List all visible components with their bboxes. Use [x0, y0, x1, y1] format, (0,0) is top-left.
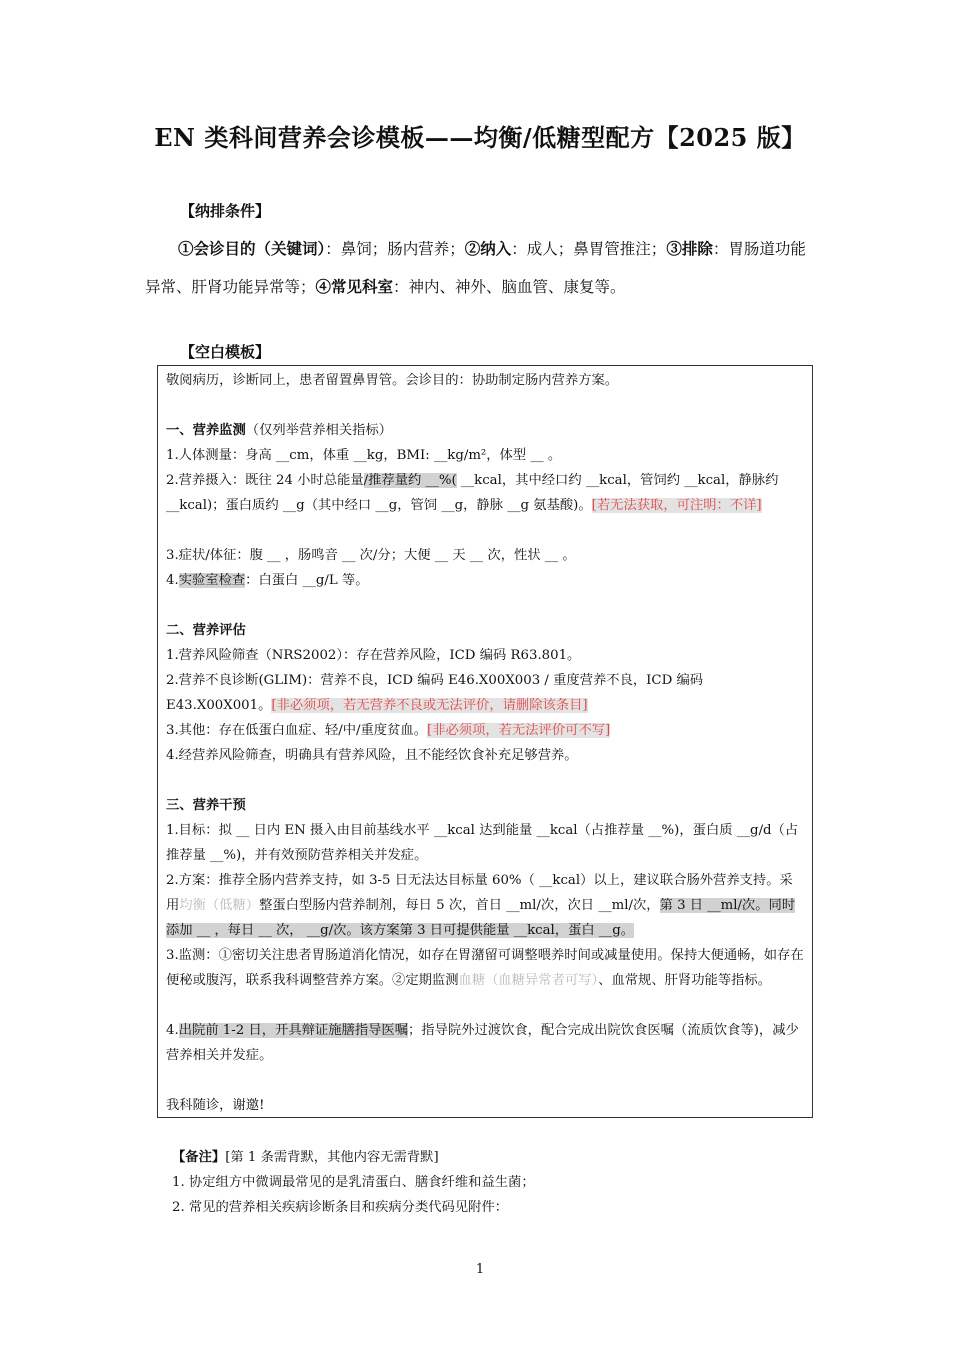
s3-line-3a: 3.监测：①密切关注患者胃肠道消化情况，如存在胃潴留可调整喂养时间或减量使用。保持大便通畅，如存在便秘或腹泻，联系我科调整营养方案。②定期监测 — [166, 948, 804, 988]
criteria-heading: 【纳排条件】 — [180, 202, 271, 220]
s2-line-3-text: 3.其他：存在低蛋白血症、轻/中/重度贫血。 — [166, 723, 427, 738]
s3-line-3b: 血糖（血糖异常者可写） — [458, 973, 599, 988]
s1-line-2c: __kcal，其中经口约 __kcal，管饲约 __kcal，静脉约 __kcal)；蛋白质约 __g（其中经口 __g，管饲 __g，静脉 __g 氨基酸)。 — [166, 473, 779, 513]
notes-text: [第 1 条需背默，其他内容无需背默] — [225, 1150, 439, 1165]
s1-line-2 — [166, 468, 806, 518]
s1-line-3: 3.症状/体征：腹 __ ，肠鸣音 __ 次/分；大便 __ 天 __ 次，性状 __ 。 — [166, 548, 576, 563]
section-1 — [166, 418, 806, 443]
template-intro: 敬阅病历，诊断同上，患者留置鼻胃管。会诊目的：协助制定肠内营养方案。 — [166, 373, 619, 388]
s1-line-1: 1.人体测量：身高 __cm，体重 __kg，BMI: __kg/m²，体型 __ 。 — [166, 448, 562, 463]
criteria-dept-label: ④常见科室 — [315, 277, 394, 296]
notes-label: 【备注】 — [172, 1150, 226, 1165]
criteria-exclude-label: ③排除 — [666, 239, 713, 258]
s3-line-4c: ；指导院外过渡饮食，配合完成出院饮食医嘱（流质饮食等)，减少营养相关并发症。 — [166, 1023, 799, 1063]
s2-line-4: 4.经营养风险筛查，明确具有营养风险，且不能经饮食补充足够营养。 — [166, 748, 578, 763]
s1-line-2-note: [若无法获取，可注明：不详] — [591, 498, 762, 513]
s3-line-4b: 出院前 1-2 日，开具辩证施膳指导医嘱 — [178, 1023, 409, 1038]
s3-line-2d: 第 3 日 __ml/次。同时添加 __ ，每日 __ 次， __g/次。该方案第 3 日可提供能量 __kcal，蛋白 __g。 — [166, 898, 796, 938]
s3-line-2a: 2.方案：推荐全肠内营养支持，如 3-5 日无法达目标量 60%（ __kcal）以上，建议联合肠外营养支持。采用 — [166, 873, 793, 913]
criteria-exclude-text: ：胃肠道功能异常、肝肾功能异常等； — [145, 240, 806, 296]
section-2-title: 二、营养评估 — [166, 623, 246, 638]
s3-line-2b: 均衡（低糖） — [179, 898, 260, 913]
s2-line-3 — [166, 718, 806, 743]
s1-line-4b: 实验室检查 — [178, 573, 246, 588]
section-1-title: 一、营养监测 — [166, 423, 246, 438]
section-1-note: （仅列举营养相关指标） — [245, 423, 393, 438]
s2-line-2-note: [非必须项，若无营养不良或无法评价，请删除该条目] — [271, 698, 588, 713]
page-title: EN 类科间营养会诊模板——均衡/低糖型配方【2025 版】 — [154, 123, 806, 152]
s1-line-4c: ：白蛋白 __g/L 等。 — [245, 573, 369, 588]
s3-line-4a: 4. — [166, 1023, 179, 1038]
s3-line-2c: 整蛋白型肠内营养制剂，每日 5 次，首日 __ml/次，次日 __ml/次， — [259, 898, 660, 913]
s3-line-3 — [166, 943, 806, 993]
s1-line-2a: 2.营养摄入：既往 24 小时总能量 — [166, 473, 364, 488]
criteria-dept-text: ：神内、神外、脑血管、康复等。 — [393, 278, 626, 296]
criteria-purpose-label: ①会诊目的（关键词） — [178, 239, 326, 258]
notes-header — [172, 1145, 439, 1170]
template-heading: 【空白模板】 — [180, 343, 271, 361]
s1-line-2b: /推荐量约 __%( — [363, 473, 457, 488]
criteria-paragraph — [145, 230, 817, 306]
template-box — [157, 365, 813, 1118]
template-closing: 我科随诊，谢邀! — [166, 1098, 265, 1113]
page-number: 1 — [475, 1262, 485, 1277]
criteria-purpose-text: ：鼻饲；肠内营养； — [325, 240, 465, 258]
s1-line-4a: 4. — [166, 573, 179, 588]
s3-line-3c: 、血常规、肝肾功能等指标。 — [598, 973, 772, 988]
s3-line-1: 1.目标：拟 __ 日内 EN 摄入由目前基线水平 __kcal 达到能量 __kcal（占推荐量 __%)，蛋白质 __g/d（占推荐量 __%)，并有效预防营养相关并发症。 — [166, 823, 799, 863]
note-1: 1. 协定组方中微调最常见的是乳清蛋白、膳食纤维和益生菌； — [172, 1175, 535, 1190]
s2-line-2-text: 2.营养不良诊断(GLIM)：营养不良，ICD 编码 E46.X00X003 / 重度营养不良，ICD 编码 E43.X00X001。 — [166, 673, 704, 713]
s2-line-3-note: [非必须项，若无法评价可不写] — [427, 723, 611, 738]
s1-line-4 — [166, 568, 806, 593]
criteria-include-label: ②纳入 — [464, 239, 512, 258]
s2-line-2 — [166, 668, 806, 718]
s3-line-2 — [166, 868, 806, 943]
note-2: 2. 常见的营养相关疾病诊断条目和疾病分类代码见附件： — [172, 1200, 509, 1215]
s3-line-4 — [166, 1018, 806, 1068]
s2-line-1: 1.营养风险筛查（NRS2002）：存在营养风险，ICD 编码 R63.801。 — [166, 648, 581, 663]
criteria-include-text: ：成人；鼻胃管推注； — [511, 240, 667, 258]
section-3-title: 三、营养干预 — [166, 798, 246, 813]
